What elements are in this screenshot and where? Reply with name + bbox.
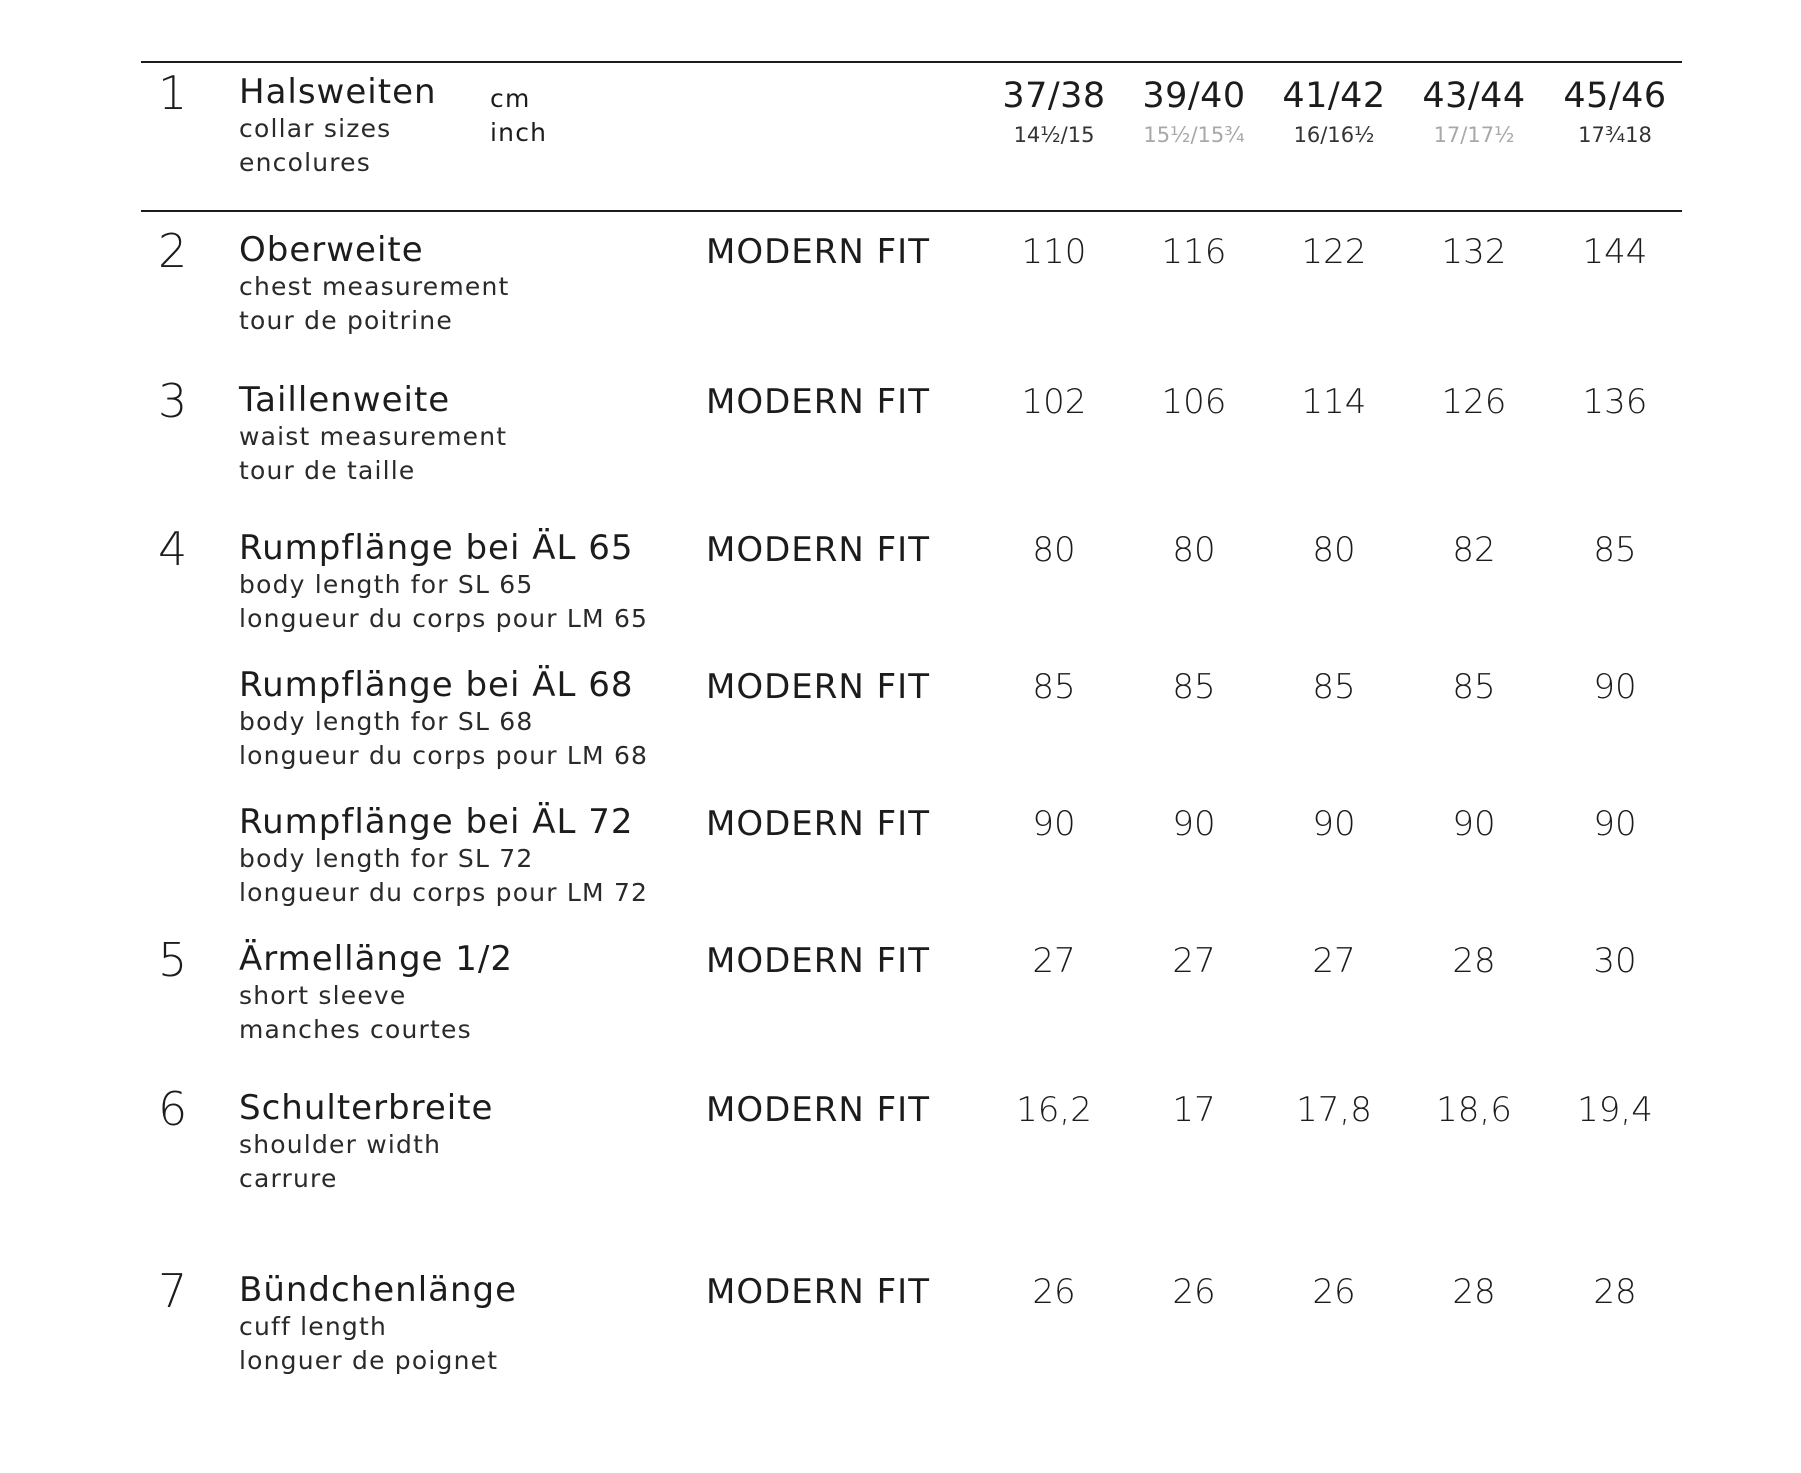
row-label-block: [239, 665, 648, 773]
fit-label: MODERN FIT: [706, 530, 930, 570]
unit-labels: [490, 82, 547, 150]
value-cell: 85: [1593, 530, 1637, 570]
value-cell: 90: [1032, 804, 1076, 844]
label-fr: encolures: [239, 148, 371, 177]
value-cell: 80: [1032, 530, 1076, 570]
row-label-block: [239, 939, 513, 1047]
label-fr: carrure: [239, 1164, 338, 1193]
value-cell: 28: [1593, 1272, 1637, 1312]
table-row: [0, 220, 1801, 370]
label-en: short sleeve: [239, 981, 407, 1010]
row-number: 1: [158, 66, 188, 120]
value-cell: 82: [1452, 530, 1496, 570]
value-cell: 17: [1172, 1090, 1216, 1130]
value-cell: 85: [1312, 667, 1356, 707]
label-en: body length for SL 68: [239, 707, 534, 736]
label-de: Rumpflänge bei ÄL 68: [239, 665, 634, 705]
row-label-block: [239, 528, 648, 636]
row-number: 3: [158, 374, 188, 428]
label-en: waist measurement: [239, 422, 508, 451]
size-cm: 43/44: [1422, 76, 1526, 116]
value-cell: 26: [1172, 1272, 1216, 1312]
size-cm: 37/38: [1002, 76, 1106, 116]
value-cell: 90: [1172, 804, 1216, 844]
value-cell: 28: [1452, 941, 1496, 981]
unit-inch: inch: [490, 118, 548, 147]
row-label-block: [239, 1088, 493, 1196]
fit-label: MODERN FIT: [706, 941, 930, 981]
row-label-block: [239, 802, 648, 910]
header-separator: [141, 210, 1682, 212]
value-cell: 136: [1582, 382, 1648, 422]
value-cell: 116: [1161, 232, 1227, 272]
size-inch: 14½/15: [1013, 123, 1095, 147]
value-cell: 90: [1593, 667, 1637, 707]
label-de: Rumpflänge bei ÄL 65: [239, 528, 634, 568]
header-label-block: [239, 72, 437, 180]
table-row: [0, 655, 1801, 805]
value-cell: 17,8: [1296, 1090, 1372, 1130]
size-inch: 15½/15¾: [1143, 123, 1245, 147]
row-number: 4: [158, 522, 188, 576]
label-de: Ärmellänge 1/2: [239, 939, 513, 979]
fit-label: MODERN FIT: [706, 667, 930, 707]
table-row: [0, 792, 1801, 942]
label-fr: longueur du corps pour LM 68: [239, 741, 649, 770]
value-cell: 144: [1582, 232, 1648, 272]
label-fr: longueur du corps pour LM 72: [239, 878, 649, 907]
value-cell: 85: [1452, 667, 1496, 707]
label-fr: longuer de poignet: [239, 1346, 499, 1375]
header-row: [0, 62, 1801, 212]
label-en: chest measurement: [239, 272, 510, 301]
table-row: [0, 1260, 1801, 1410]
value-cell: 102: [1021, 382, 1087, 422]
value-cell: 27: [1032, 941, 1076, 981]
row-number: 2: [158, 224, 188, 278]
value-cell: 26: [1312, 1272, 1356, 1312]
value-cell: 18,6: [1436, 1090, 1512, 1130]
label-en: body length for SL 72: [239, 844, 534, 873]
value-cell: 28: [1452, 1272, 1496, 1312]
row-label-block: [239, 230, 510, 338]
label-fr: tour de poitrine: [239, 306, 453, 335]
fit-label: MODERN FIT: [706, 232, 930, 272]
value-cell: 122: [1301, 232, 1367, 272]
size-cm: 45/46: [1563, 76, 1667, 116]
value-cell: 80: [1172, 530, 1216, 570]
value-cell: 19,4: [1577, 1090, 1653, 1130]
value-cell: 85: [1172, 667, 1216, 707]
label-en: body length for SL 65: [239, 570, 534, 599]
row-label-block: [239, 1270, 517, 1378]
label-en: cuff length: [239, 1312, 388, 1341]
size-cm: 39/40: [1142, 76, 1246, 116]
table-row: [0, 1078, 1801, 1228]
unit-cm: cm: [490, 84, 531, 113]
size-inch: 17¾18: [1578, 123, 1652, 147]
table-row: [0, 929, 1801, 1079]
label-de: Bündchenlänge: [239, 1270, 518, 1310]
value-cell: 106: [1161, 382, 1227, 422]
label-de: Oberweite: [239, 230, 424, 270]
value-cell: 16,2: [1016, 1090, 1092, 1130]
value-cell: 110: [1021, 232, 1087, 272]
label-fr: manches courtes: [239, 1015, 472, 1044]
fit-label: MODERN FIT: [706, 1090, 930, 1130]
row-label-block: [239, 380, 507, 488]
table-row: [0, 370, 1801, 520]
row-number: 6: [158, 1082, 188, 1136]
value-cell: 114: [1301, 382, 1367, 422]
value-cell: 132: [1441, 232, 1507, 272]
label-en: shoulder width: [239, 1130, 442, 1159]
label-de: Halsweiten: [239, 72, 437, 112]
size-inch: 16/16½: [1293, 123, 1375, 147]
row-number: 5: [158, 933, 188, 987]
value-cell: 85: [1032, 667, 1076, 707]
table-row: [0, 518, 1801, 668]
fit-label: MODERN FIT: [706, 804, 930, 844]
value-cell: 27: [1172, 941, 1216, 981]
value-cell: 90: [1312, 804, 1356, 844]
value-cell: 26: [1032, 1272, 1076, 1312]
label-de: Rumpflänge bei ÄL 72: [239, 802, 634, 842]
label-fr: tour de taille: [239, 456, 416, 485]
label-de: Schulterbreite: [239, 1088, 494, 1128]
value-cell: 90: [1593, 804, 1637, 844]
label-fr: longueur du corps pour LM 65: [239, 604, 649, 633]
value-cell: 30: [1593, 941, 1637, 981]
row-number: 7: [158, 1264, 188, 1318]
fit-label: MODERN FIT: [706, 382, 930, 422]
value-cell: 27: [1312, 941, 1356, 981]
value-cell: 126: [1441, 382, 1507, 422]
size-inch: 17/17½: [1433, 123, 1515, 147]
label-de: Taillenweite: [239, 380, 451, 420]
value-cell: 80: [1312, 530, 1356, 570]
size-cm: 41/42: [1282, 76, 1386, 116]
fit-label: MODERN FIT: [706, 1272, 930, 1312]
label-en: collar sizes: [239, 114, 392, 143]
value-cell: 90: [1452, 804, 1496, 844]
